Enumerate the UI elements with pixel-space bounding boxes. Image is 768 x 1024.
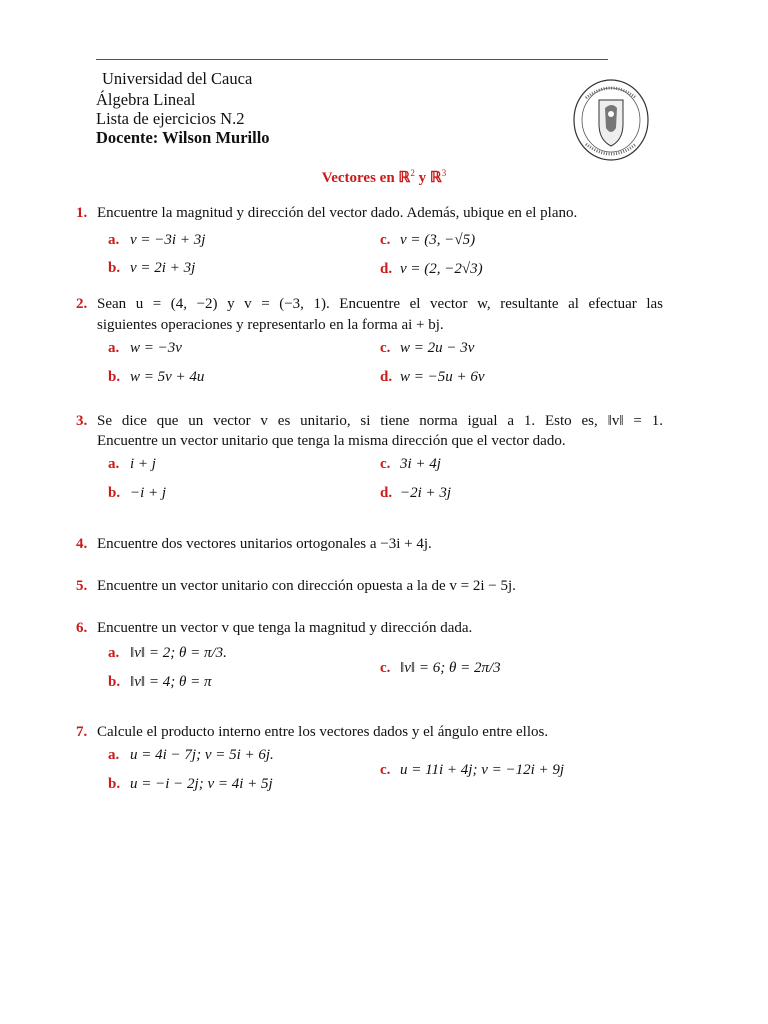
exercise-number: 3. [76,413,88,429]
item-label: a. [108,456,120,472]
exercise-list-title: Lista de ejercicios N.2 [96,109,245,128]
university-seal-logo [572,78,650,162]
item-label: a. [108,645,120,661]
exercise-statement: Encuentre un vector unitario con dirección opuesta a la de v = 2i − 5j. [97,578,516,594]
item-expression: i + j [130,456,156,472]
exercise-number: 7. [76,724,88,740]
item-expression: w = −5u + 6v [400,369,485,385]
item-expression: v = 2i + 3j [130,260,196,276]
course-name: Álgebra Lineal [96,90,196,109]
item-label: a. [108,232,120,248]
exercise-statement-cont: Encuentre un vector unitario que tenga la misma dirección que el vector dado. [97,433,566,449]
item-expression: w = −3v [130,340,182,356]
exercise-statement-cont: siguientes operaciones y representarlo en la forma ai + bj. [97,317,444,333]
item-expression: u = 4i − 7j; v = 5i + 6j. [130,747,274,763]
item-expression: ‖v‖ = 2; θ = π/3. [130,645,227,661]
item-expression: v = (3, −√5) [400,232,476,248]
item-label: a. [108,747,120,763]
item-label: c. [380,232,391,248]
item-expression: u = −i − 2j; v = 4i + 5j [130,776,273,792]
item-label: c. [380,340,391,356]
exercise-number: 4. [76,536,88,552]
exercise-statement: Sean u = (4, −2) y v = (−3, 1). Encuentre el vector w, resultante al efectuar las [97,296,663,312]
item-expression: −2i + 3j [400,485,452,501]
item-expression: w = 5v + 4u [130,369,205,385]
item-label: b. [108,260,121,276]
item-expression: v = (2, −2√3) [400,261,483,277]
header-rule [96,59,608,60]
exercise-statement: Encuentre la magnitud y dirección del vector dado. Además, ubique en el plano. [97,205,578,221]
exercise-statement: Encuentre un vector v que tenga la magnitud y dirección dada. [97,620,473,636]
item-label: b. [108,674,121,690]
item-expression: v = −3i + 3j [130,232,206,248]
exercise-number: 5. [76,578,88,594]
item-label: d. [380,369,393,385]
item-label: d. [380,485,393,501]
item-expression: −i + j [130,485,167,501]
item-label: c. [380,762,391,778]
item-label: c. [380,660,391,676]
exercise-number: 1. [76,205,88,221]
item-label: b. [108,485,121,501]
item-expression: w = 2u − 3v [400,340,475,356]
item-label: b. [108,776,121,792]
exercise-statement: Se dice que un vector v es unitario, si tiene norma igual a 1. Esto es, ‖v‖ = 1. [97,413,663,429]
item-expression: u = 11i + 4j; v = −12i + 9j [400,762,565,778]
university-name: Universidad del Cauca [102,69,253,88]
exercise-number: 6. [76,620,88,636]
exercise-statement: Calcule el producto interno entre los vectores dados y el ángulo entre ellos. [97,724,549,740]
item-label: c. [380,456,391,472]
item-label: d. [380,261,393,277]
exercise-number: 2. [76,296,88,312]
teacher-name: Docente: Wilson Murillo [96,128,270,147]
item-label: a. [108,340,120,356]
item-expression: ‖v‖ = 6; θ = 2π/3 [400,660,501,676]
worksheet-title: Vectores en ℝ$^2$ y ℝ$^3$ [321,168,447,186]
item-label: b. [108,369,121,385]
item-expression: ‖v‖ = 4; θ = π [130,674,212,690]
item-expression: 3i + 4j [400,456,441,472]
exercise-statement: Encuentre dos vectores unitarios ortogonales a −3i + 4j. [97,536,432,552]
